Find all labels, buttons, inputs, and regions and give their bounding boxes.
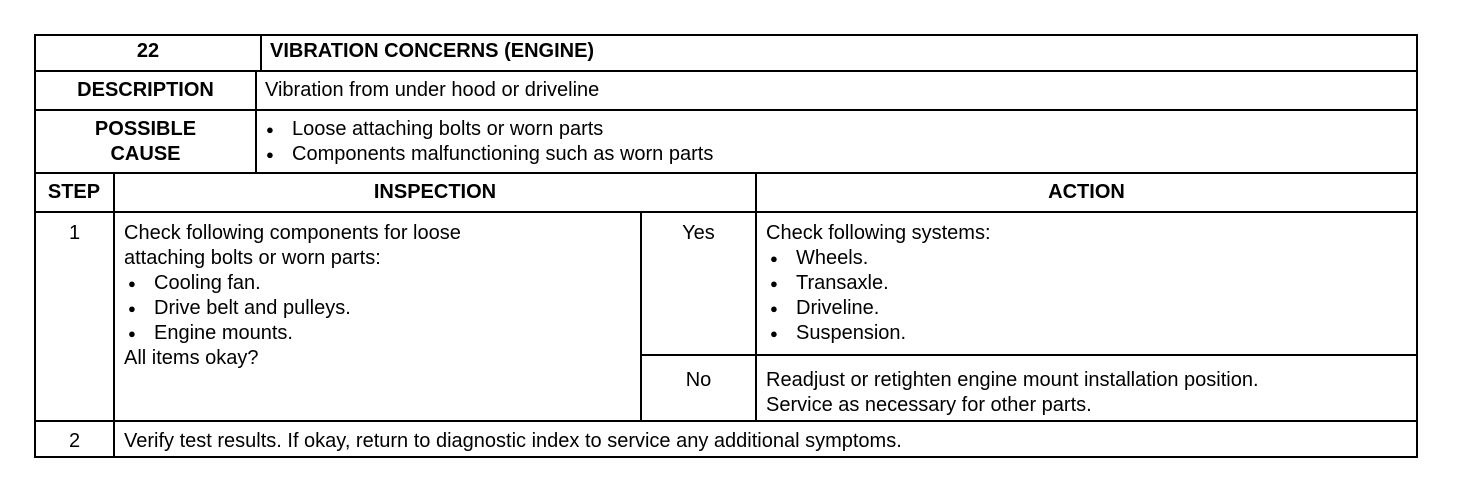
inspection-item: ● Cooling fan.: [124, 271, 461, 296]
no-action: [766, 368, 1259, 418]
no-action-line: Readjust or retighten engine mount installation position.: [766, 369, 1259, 391]
possible-cause-label: [36, 117, 255, 167]
possible-cause-label-line1: POSSIBLE: [94, 118, 197, 140]
diagnostic-table: [34, 34, 1418, 458]
column-header-action: ACTION: [1048, 181, 1125, 203]
yes-action-item: ● Transaxle.: [766, 271, 991, 296]
yes-action-item: ● Driveline.: [766, 296, 991, 321]
column-header-inspection: INSPECTION: [373, 181, 497, 203]
possible-cause-item: ● Loose attaching bolts or worn parts: [262, 117, 713, 142]
step-1-inspection: [124, 221, 461, 371]
yes-action: [766, 221, 991, 346]
rule-after-column-headers: [34, 211, 1418, 213]
table-border-top: [34, 34, 1418, 36]
inspection-item: ● Engine mounts.: [124, 321, 461, 346]
possible-cause-label-line2: CAUSE: [110, 143, 181, 165]
possible-cause-item: ● Components malfunctioning such as worn parts: [262, 142, 713, 167]
table-border-bottom: [34, 456, 1418, 458]
inspection-line: Check following components for loose: [124, 222, 461, 244]
rule-after-description: [34, 109, 1418, 111]
rule-label-divider: [255, 70, 257, 173]
description-label: DESCRIPTION: [77, 79, 214, 101]
step-number: 2: [68, 430, 81, 452]
column-header-step: STEP: [47, 181, 101, 203]
rule-answer-action: [755, 172, 757, 421]
yes-action-intro: Check following systems:: [766, 222, 991, 244]
inspection-line: attaching bolts or worn parts:: [124, 247, 381, 269]
inspection-question: All items okay?: [124, 347, 259, 369]
rule-after-cause: [34, 172, 1418, 174]
answer-no: No: [685, 369, 712, 391]
table-border-right: [1416, 34, 1418, 458]
rule-after-header: [34, 70, 1418, 72]
yes-action-item: ● Suspension.: [766, 321, 991, 346]
yes-action-item: ● Wheels.: [766, 246, 991, 271]
inspection-item: ● Drive belt and pulleys.: [124, 296, 461, 321]
step-2-text: Verify test results. If okay, return to diagnostic index to service any additional symptoms.: [124, 430, 902, 452]
table-number: 22: [136, 40, 160, 62]
step-number: 1: [68, 222, 81, 244]
rule-header-divider: [260, 34, 262, 71]
possible-cause-list: [262, 117, 713, 167]
no-action-line: Service as necessary for other parts.: [766, 394, 1092, 416]
answer-yes: Yes: [682, 222, 715, 244]
rule-after-step-1: [34, 420, 1418, 422]
description-text: Vibration from under hood or driveline: [265, 79, 600, 101]
table-title: VIBRATION CONCERNS (ENGINE): [270, 40, 595, 62]
rule-step-column: [113, 172, 115, 458]
